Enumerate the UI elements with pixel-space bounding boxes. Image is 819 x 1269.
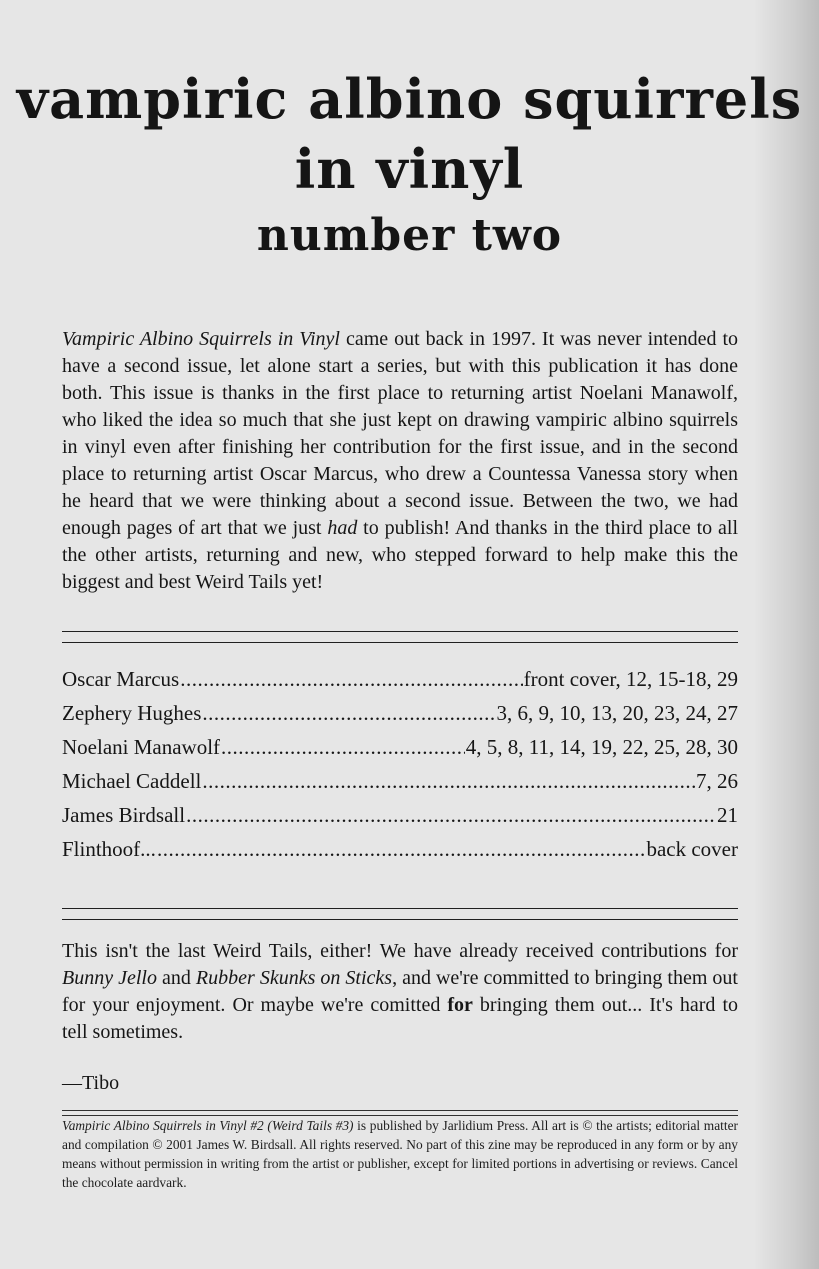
credit-pages: back cover (646, 837, 738, 861)
credit-leader-dots (186, 798, 716, 832)
credits-list (62, 662, 738, 866)
credit-row (62, 832, 738, 866)
credit-name: Oscar Marcus (62, 667, 180, 691)
credit-leader-dots (157, 832, 646, 866)
credit-row (62, 764, 738, 798)
credit-row (62, 798, 738, 832)
intro-title-italic: Vampiric Albino Squirrels in Vinyl (62, 328, 340, 350)
credit-leader-dots (202, 764, 695, 798)
intro-had-italic: had (327, 517, 358, 539)
colophon-title-italic: Vampiric Albino Squirrels in Vinyl #2 (Weird Tails #3) (62, 1118, 354, 1133)
credit-pages: 3, 6, 9, 10, 13, 20, 23, 24, 27 (496, 701, 738, 725)
credit-row (62, 730, 738, 764)
double-rule-top (62, 631, 738, 643)
credit-name: Michael Caddell (62, 769, 202, 793)
intro-text-1: came out back in 1997. It was never intended to have a second issue, let alone start a series, but with this publication it has done both. This issue is thanks in the first place to returning artist Noelani Manawolf, who liked the idea so much that she just kept on drawing vampiric albino squirrels in vinyl even after finishing her contribution for the first issue, and in the second place to returning artist Oscar Marcus, who drew a Countessa Vanessa story when he heard that we were thinking about a second issue. Between the two, we had enough pages of art that we just (62, 328, 738, 539)
title-line-2: in vinyl (294, 137, 525, 201)
credit-pages: 7, 26 (696, 769, 738, 793)
credit-row (62, 662, 738, 696)
signature: —Tibo (62, 1072, 120, 1094)
intro-text-2: to publish! And thanks in the third place to all the other artists, returning and new, who stepped forward to help make this the biggest and best Weird Tails yet! (62, 517, 738, 593)
closing-paragraph (62, 938, 738, 1046)
title-line-1: vampiric albino squirrels (16, 67, 803, 131)
closing-italic-1: Bunny Jello (62, 967, 157, 989)
credit-pages: 4, 5, 8, 11, 14, 19, 22, 25, 28, 30 (465, 735, 738, 759)
credit-name: Flinthoof... (62, 837, 156, 861)
title-line-3: number two (256, 210, 563, 261)
intro-paragraph (62, 326, 738, 596)
closing-italic-2: Rubber Skunks on Sticks (195, 967, 393, 989)
colophon-text: is published by Jarlidium Press. All art is © the artists; editorial matter and compilation © 2001 James W. Birdsall. All rights reserved. No part of this zine may be reproduced in any form or by any means without permission in writing from the artist or publisher, except for limited portions in advertising or reviews. Cancel the chocolate aardvark. (62, 1118, 738, 1190)
closing-text-4: bringing them out... It's hard to tell sometimes. (62, 994, 738, 1043)
closing-text-2: and (156, 967, 196, 989)
title-block (0, 67, 819, 261)
closing-text-3: , and we're committed to bringing them out for your enjoyment. Or maybe we're comitted (62, 967, 738, 1016)
credit-row (62, 696, 738, 730)
credit-pages: 21 (717, 803, 738, 827)
credit-leader-dots (202, 696, 495, 730)
closing-text-1: This isn't the last Weird Tails, either! We have already received contributions for (62, 940, 738, 962)
credit-name: James Birdsall (62, 803, 186, 827)
colophon (62, 1116, 738, 1192)
double-rule-bottom (62, 908, 738, 920)
closing-bold: for (447, 994, 473, 1016)
credit-name: Zephery Hughes (62, 701, 202, 725)
credit-name: Noelani Manawolf (62, 735, 221, 759)
credit-leader-dots (221, 730, 465, 764)
credit-leader-dots (180, 662, 522, 696)
credit-pages: front cover, 12, 15-18, 29 (523, 667, 738, 691)
